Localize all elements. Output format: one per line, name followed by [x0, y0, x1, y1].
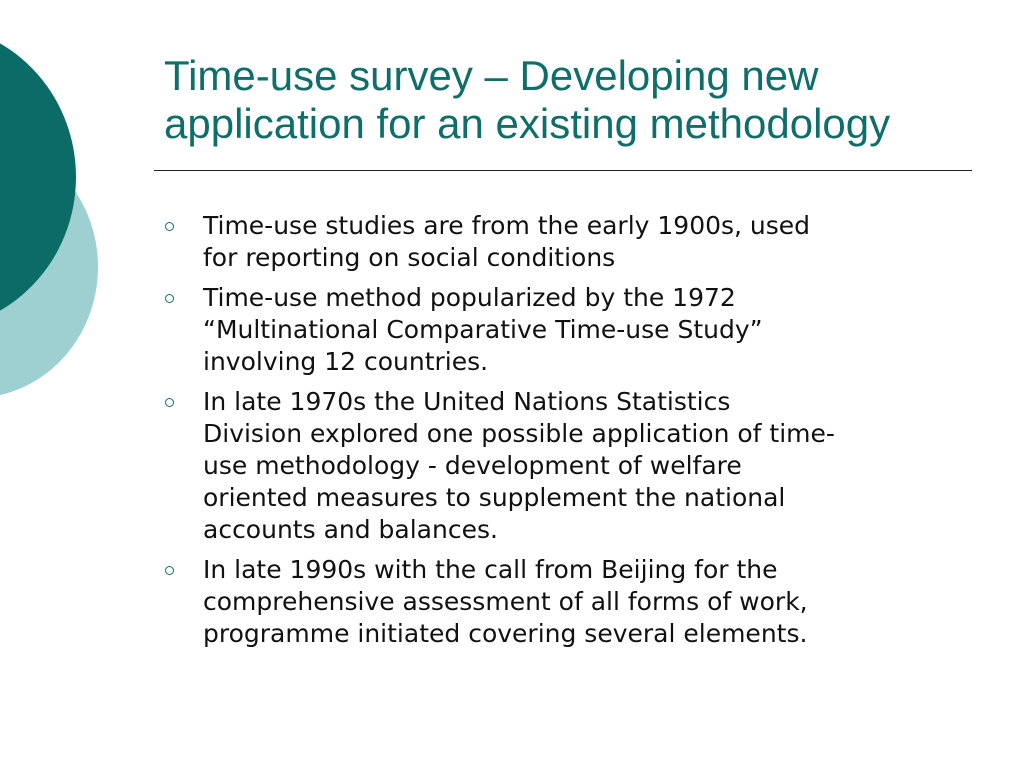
bullet-item [164, 282, 974, 378]
bullet-list [164, 210, 974, 658]
bullet-text-line: “Multinational Comparative Time-use Study” [203, 315, 763, 344]
hollow-circle-bullet-icon [165, 566, 174, 575]
bullet-item [164, 554, 974, 650]
slide-title-line: application for an existing methodology [164, 100, 891, 147]
bullet-text-line: In late 1990s with the call from Beijing for the [203, 555, 778, 584]
bullet-item [164, 210, 974, 274]
bullet-text-line: programme initiated covering several elements. [203, 619, 808, 648]
hollow-circle-bullet-icon [165, 222, 174, 231]
bullet-item [164, 386, 974, 546]
bullet-text-line: Division explored one possible application of time- [203, 419, 835, 448]
bullet-text-line: accounts and balances. [203, 515, 498, 544]
bullet-text-line: oriented measures to supplement the national [203, 483, 786, 512]
bullet-text-line: use methodology - development of welfare [203, 451, 742, 480]
bullet-text-line: Time-use method popularized by the 1972 [203, 283, 736, 312]
bullet-text-line: for reporting on social conditions [203, 243, 616, 272]
bullet-text-line: In late 1970s the United Nations Statistics [203, 387, 731, 416]
bullet-text-line: involving 12 countries. [203, 347, 489, 376]
slide-title-line: Time-use survey – Developing new [164, 52, 819, 99]
hollow-circle-bullet-icon [165, 398, 174, 407]
bullet-text-line: comprehensive assessment of all forms of work, [203, 587, 808, 616]
bullet-text-line: Time-use studies are from the early 1900s, used [203, 211, 811, 240]
hollow-circle-bullet-icon [165, 294, 174, 303]
slide-title [164, 52, 984, 148]
title-divider [154, 170, 972, 171]
